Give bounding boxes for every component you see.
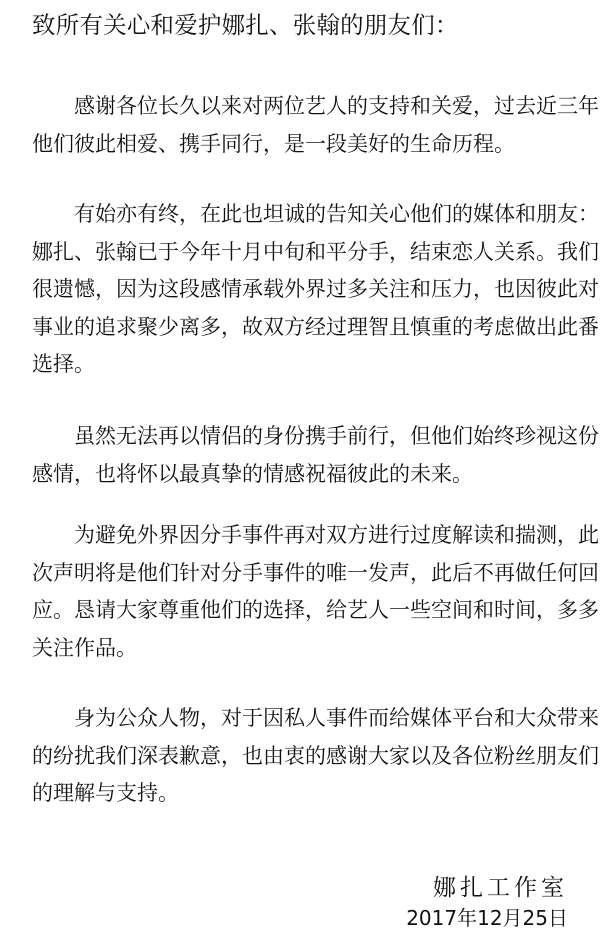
paragraph-line: 的理解与支持。 xyxy=(32,781,179,805)
paragraph-line: 次声明将是他们针对分手事件的唯一发声，此后不再做任何回 xyxy=(32,560,599,585)
paragraph-2 xyxy=(32,196,599,384)
signature-name: 娜扎工作室 xyxy=(433,875,568,901)
paragraph-line: 应。恳请大家尊重他们的选择，给艺人一些空间和时间，多多 xyxy=(32,598,599,622)
paragraph-line: 虽然无法再以情侣的身份携手前行，但他们始终珍视这份 xyxy=(32,424,599,448)
paragraph-line: 为避免外界因分手事件再对双方进行过度解读和揣测，此 xyxy=(32,523,599,547)
paragraph-line: 选择。 xyxy=(32,352,95,376)
paragraph-line: 感情，也将怀以最真挚的情感祝福彼此的未来。 xyxy=(32,461,473,486)
paragraph-3 xyxy=(32,418,599,493)
paragraph-line: 很遗憾，因为这段感情承载外界过多关注和压力，也因彼此对 xyxy=(32,277,599,301)
paragraph-line: 身为公众人物，对于因私人事件而给媒体平台和大众带来 xyxy=(32,706,599,730)
salutation-heading: 致所有关心和爱护娜扎、张翰的朋友们： xyxy=(32,11,459,39)
paragraph-line: 感谢各位长久以来对两位艺人的支持和关爱，过去近三年 xyxy=(32,94,599,118)
paragraph-line: 他们彼此相爱、携手同行，是一段美好的生命历程。 xyxy=(32,131,515,156)
paragraph-line: 事业的追求聚少离多，故双方经过理智且慎重的考虑做出此番 xyxy=(32,314,599,339)
signature-date: 2017年12月25日 xyxy=(406,906,568,930)
paragraph-line: 关注作品。 xyxy=(32,635,137,660)
paragraph-4 xyxy=(32,517,599,667)
paragraph-5 xyxy=(32,700,599,813)
paragraph-line: 的纷扰我们深表歉意，也由衷的感谢大家以及各位粉丝朋友们 xyxy=(32,743,599,768)
paragraph-1 xyxy=(32,88,599,163)
paragraph-line: 有始亦有终，在此也坦诚的告知关心他们的媒体和朋友： xyxy=(32,202,599,226)
paragraph-line: 娜扎、张翰已于今年十月中旬和平分手，结束恋人关系。我们 xyxy=(32,239,599,264)
